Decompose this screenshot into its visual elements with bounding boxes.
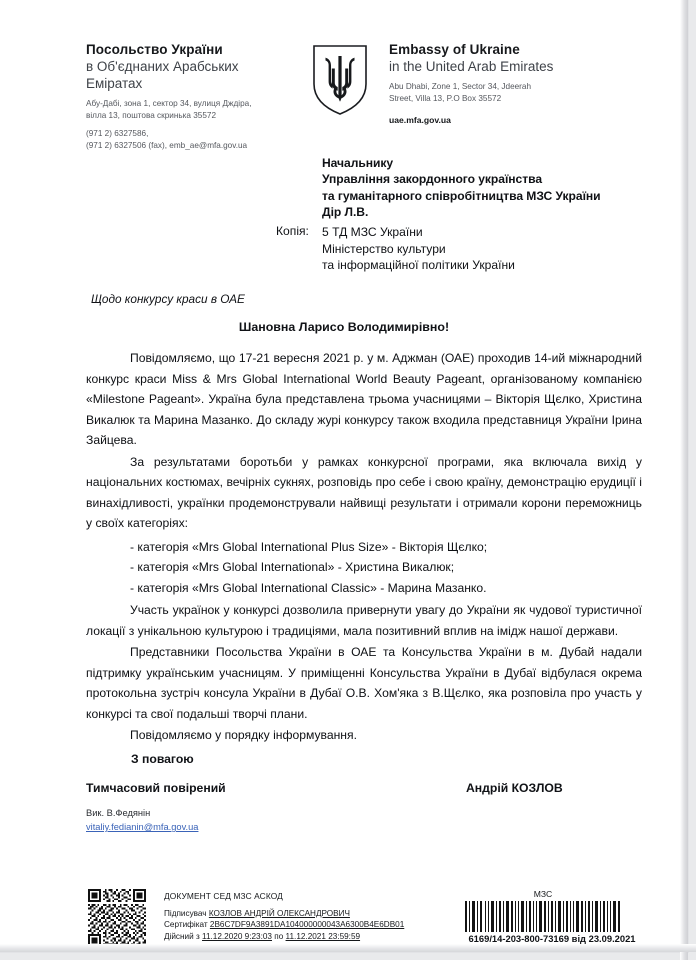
barcode-icon [463,901,623,932]
embassy-subtitle-uk-line1: в Об'єднаних Арабських [86,59,239,74]
copy-recipient-2: та інформаційної політики України [322,258,515,273]
stamp-valid-mid: по [274,931,284,941]
category-list-item-2: - категорія «Mrs Global International Classic» - Марина Мазанко. [130,580,487,595]
stamp-valid-to: 11.12.2021 23:59:59 [285,931,361,941]
copy-recipients-block [276,224,656,274]
embassy-address-en [389,81,639,104]
embassy-address-en-line2: Street, Villa 13, P.O Box 35572 [389,93,502,103]
addressee-line-0: Начальнику [322,156,394,170]
stamp-certificate-value: 2B6C7DF9A3891DA104000000043A6300B4E6DB01 [209,920,405,930]
addressee-line-1: Управління закордонного українства [322,172,543,187]
signature-regards: З повагою [131,752,194,766]
embassy-contact-uk [86,128,296,151]
letter-paragraph-4: Повідомляємо у порядку інформування. [130,728,357,742]
letter-body [86,348,642,747]
letter-subject: Щодо конкурсу краси в ОАЕ [91,292,245,306]
embassy-address-uk [86,98,296,121]
letter-paragraph-2: Участь українок у конкурсі дозволила привернути увагу до України як чудової туристичної локації з унікальною культурою і традиціями, мала позитивний вплив на імідж нашої держави. [86,603,642,638]
ukraine-coat-of-arms-trident-icon [311,44,369,116]
embassy-phone-line2: (971 2) 6327506 (fax), emb_ae@mfa.gov.ua [86,140,248,150]
embassy-subtitle-uk-line2: Еміратах [86,76,143,91]
letter-paragraph-1: За результатами боротьби у рамках конкурсної програми, яка включала вихід у національних костюмах, вечірніх сукнях, розповідь про себе і свою країну, демонстрацію ерудиції і винахідливості, українки продемонстрували найвищі результати і отримали корони переможниць у своїх категоріях: [86,454,642,530]
copy-recipient-0: 5 ТД МЗС України [322,225,423,239]
document-reference-number: 6169/14-203-800-73169 від 23.09.2021 [468,933,636,944]
executor-name: Вик. В.Федянін [86,808,151,818]
signature-name: Андрій КОЗЛОВ [466,781,563,795]
copy-recipient-1: Міністерство культури [322,241,446,256]
addressee-block [322,155,652,221]
embassy-address-uk-line2: вілла 13, поштова скринька 35572 [86,110,217,120]
letterhead-ukrainian-block [86,42,296,151]
embassy-phone-line1: (971 2) 6327586, [86,129,149,138]
stamp-signer-label: Підписувач [164,909,207,918]
stamp-signer-name: КОЗЛОВ АНДРІЙ ОЛЕКСАНДРОВИЧ [208,909,350,918]
category-list [86,537,642,599]
letterhead [0,42,688,154]
qr-code-icon [86,889,148,947]
embassy-title-uk: Посольство України [86,42,223,57]
category-list-item-1: - категорія «Mrs Global International» - Христина Викалюк; [130,560,455,574]
category-list-item-0: - категорія «Mrs Global International Plus Size» - Вікторія Щєлко; [130,539,488,554]
stamp-certificate-label: Сертифікат [164,920,208,930]
letterhead-english-block [389,42,639,125]
digital-signature-stamp [164,891,454,942]
signature-title: Тимчасовий повірений [86,781,226,795]
embassy-website: uae.mfa.gov.ua [389,115,451,125]
stamp-certificate-row [164,919,454,930]
addressee-line-2: та гуманітарного співробітництва МЗС України [322,188,601,203]
copy-label: Копія: [276,224,309,238]
stamp-valid-from: 11.12.2020 9:23:03 [202,931,272,941]
letter-paragraph-3: Представники Посольства України в ОАЕ та Консульства України в м. Дубай надали підтримку українським учасницям. У приміщенні Консульства України в Дубаї відбулася окрема протокольна зустріч консула України в Дубаї О.В. Хом'яка з В.Щєлко, яка розповіла про участь у конкурсі та свої подальші творчі плани. [86,645,642,721]
embassy-address-uk-line1: Абу-Дабі, зона 1, сектор 34, вулиця Дждіра, [86,99,252,108]
barcode-label: МЗС [533,889,553,899]
executor-email-link[interactable]: vitaliy.fedianin@mfa.gov.ua [86,822,199,832]
letter-paragraph-0: Повідомляємо, що 17-21 вересня 2021 р. у м. Аджман (ОАЕ) проходив 14-ий міжнародний конкурс краси Miss & Mrs Global International World Beauty Pageant, організованому компанією «Milestone Pageant». Україна була представлена трьома учасницями – Вікторія Щєлко, Христина Викалюк та Марина Мазанко. До складу журі конкурсу також входила представниця України Ірина Зайцева. [86,351,642,447]
page-edge-bottom [0,944,696,952]
page-edge-right [680,0,688,960]
barcode-block [452,889,634,932]
embassy-subtitle-en: in the United Arab Emirates [389,59,554,74]
addressee-line-3: Дір Л.В. [322,205,369,220]
stamp-validity-row [164,931,454,942]
embassy-address-en-line1: Abu Dhabi, Zone 1, Sector 34, Jdeerah [389,82,532,91]
embassy-title-en: Embassy of Ukraine [389,42,520,57]
stamp-signer-row [164,908,454,919]
stamp-header: ДОКУМЕНТ СЕД МЗС АСКОД [164,891,283,901]
stamp-valid-label: Дійсний з [164,931,200,941]
letter-salutation: Шановна Ларисо Володимирівно! [238,320,450,334]
